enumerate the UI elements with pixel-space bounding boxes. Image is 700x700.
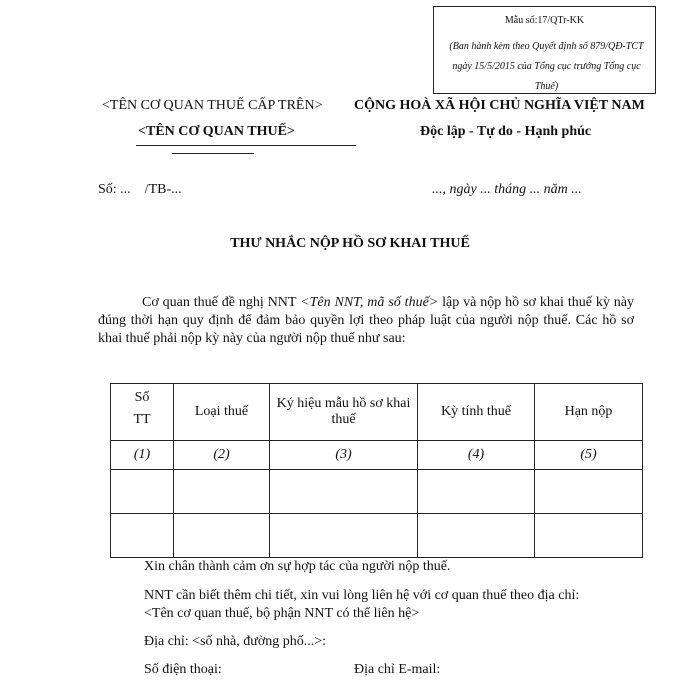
header-no-line2: TT — [133, 412, 151, 427]
intro-text-after: lập và nộp hồ sơ khai thuế kỳ này đúng thời hạn quy định để đảm bảo quyền lợi theo pháp luật của người nộp thuế. Các hồ sơ khai thuế phải nộp kỳ này của người nộp thuế như sau: — [98, 295, 634, 346]
index-cell: (5) — [535, 441, 643, 470]
index-cell: (3) — [270, 441, 418, 470]
index-cell: (4) — [418, 441, 535, 470]
table-cell[interactable] — [270, 514, 418, 558]
index-cell: (2) — [174, 441, 270, 470]
index-cell: (1) — [111, 441, 174, 470]
agency-name: <TÊN CƠ QUAN THUẾ> — [138, 124, 295, 139]
country-name: CỘNG HOÀ XÃ HỘI CHỦ NGHĨA VIỆT NAM — [354, 98, 645, 113]
header-period: Kỳ tính thuế — [418, 384, 535, 441]
form-issuance-note: (Ban hành kèm theo Quyết định số 879/QĐ-TCT ngày 15/5/2015 của Tổng cục trưởng Tổng cục Thuế) — [449, 41, 644, 92]
motto: Độc lập - Tự do - Hạnh phúc — [420, 124, 592, 139]
thanks-text: Xin chân thành cảm ơn sự hợp tác của người nộp thuế. — [144, 559, 451, 574]
date-line: ..., ngày ... tháng ... năm ... — [432, 182, 582, 197]
table-cell[interactable] — [418, 514, 535, 558]
superior-agency: <TÊN CƠ QUAN THUẾ CẤP TRÊN> — [102, 98, 323, 113]
header-no-line1: Số — [134, 390, 150, 405]
table-cell[interactable] — [111, 514, 174, 558]
table-cell[interactable] — [270, 470, 418, 514]
header-form-symbol: Ký hiệu mẫu hồ sơ khai thuế — [270, 384, 418, 441]
table-header-row — [111, 384, 643, 441]
table-cell[interactable] — [111, 470, 174, 514]
email-label: Địa chỉ E-mail: — [354, 662, 441, 677]
table-row — [111, 514, 643, 558]
contact-line-1: NNT cần biết thêm chi tiết, xin vui lòng liên hệ với cơ quan thuế theo địa chỉ: — [144, 588, 580, 603]
form-code-box — [433, 6, 656, 94]
document-number: Số: ... /TB-... — [98, 182, 182, 197]
table-cell[interactable] — [535, 470, 643, 514]
agency-underline — [136, 145, 356, 146]
address-line: Địa chỉ: <số nhà, đường phố...>: — [144, 634, 327, 649]
form-code: Mẫu số:17/QTr-KK — [504, 15, 585, 26]
intro-paragraph — [98, 294, 634, 348]
contact-line-2: <Tên cơ quan thuế, bộ phận NNT có thể liên hệ> — [144, 606, 420, 621]
table-row — [111, 470, 643, 514]
table-index-row — [111, 441, 643, 470]
table-cell[interactable] — [418, 470, 535, 514]
taxpayer-placeholder: <Tên NNT, mã số thuế> — [300, 295, 439, 310]
table-cell[interactable] — [174, 514, 270, 558]
document-title: THƯ NHẮC NỘP HỒ SƠ KHAI THUẾ — [230, 236, 470, 251]
intro-text-before: Cơ quan thuế đề nghị NNT — [142, 295, 301, 310]
table-cell[interactable] — [174, 470, 270, 514]
table-cell[interactable] — [535, 514, 643, 558]
tax-filing-table — [110, 383, 643, 558]
header-deadline: Hạn nộp — [535, 384, 643, 441]
header-no — [111, 384, 174, 441]
header-tax-type: Loại thuế — [174, 384, 270, 441]
phone-label: Số điện thoại: — [144, 662, 222, 677]
agency-short-rule — [172, 153, 254, 154]
